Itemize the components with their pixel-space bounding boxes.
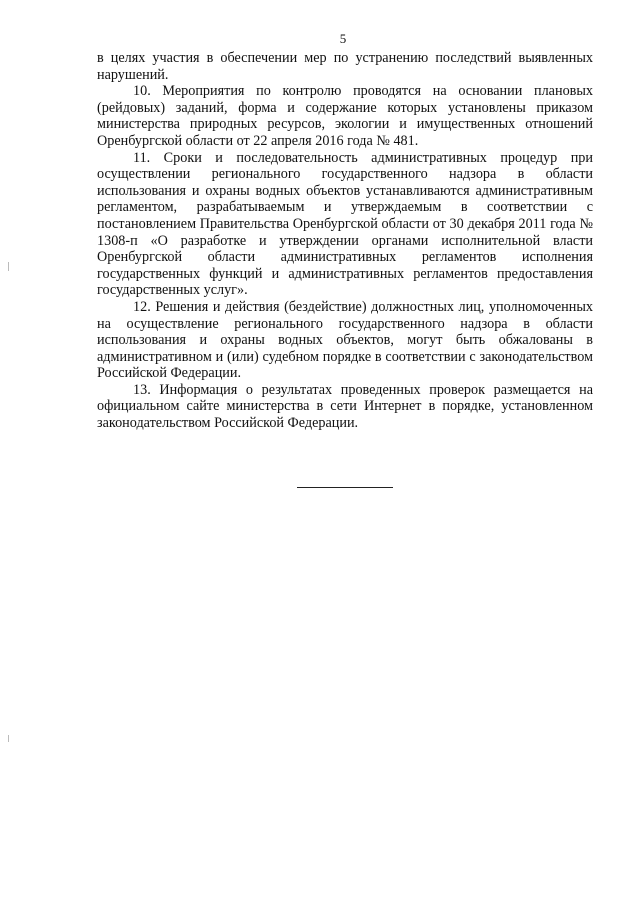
page-number: 5 <box>339 31 347 46</box>
scan-artifact <box>8 262 9 271</box>
paragraph-item-13: 13. Информация о результатах проведенных проверок размещается на официальном сайте министерства в сети Интернет в порядке, установленном законодательством Российской Федерации. <box>97 381 593 432</box>
scan-artifact <box>8 735 9 742</box>
paragraph-item-11: 11. Сроки и последовательность административных процедур при осуществлении регионального государственного надзора в области использования и охраны водных объектов устанавливаются административным регламентом, разрабатываемым и утверждаемым в соответствии с постановлением Правительства Оренбургской области от 30 декабря 2011 года № 1308-п «О разработке и утверждении органами исполнительной власти Оренбургской области административных регламентов исполнения государственных функций и административных регламентов предоставления государственных услуг». <box>97 149 593 299</box>
end-divider <box>297 487 393 488</box>
paragraph-continuation: в целях участия в обеспечении мер по устранению последствий выявленных нарушений. <box>97 50 593 83</box>
document-body <box>97 50 593 432</box>
paragraph-item-10: 10. Мероприятия по контролю проводятся на основании плановых (рейдовых) заданий, форма и содержание которых установлены приказом министерства природных ресурсов, экологии и имущественных отношений Оренбургской области от 22 апреля 2016 года № 481. <box>97 83 593 149</box>
paragraph-item-12: 12. Решения и действия (бездействие) должностных лиц, уполномоченных на осуществление регионального государственного надзора в области использования и охраны водных объектов, могут быть обжалованы в административном и (или) судебном порядке в соответствии с законодательством Российской Федерации. <box>97 298 593 382</box>
